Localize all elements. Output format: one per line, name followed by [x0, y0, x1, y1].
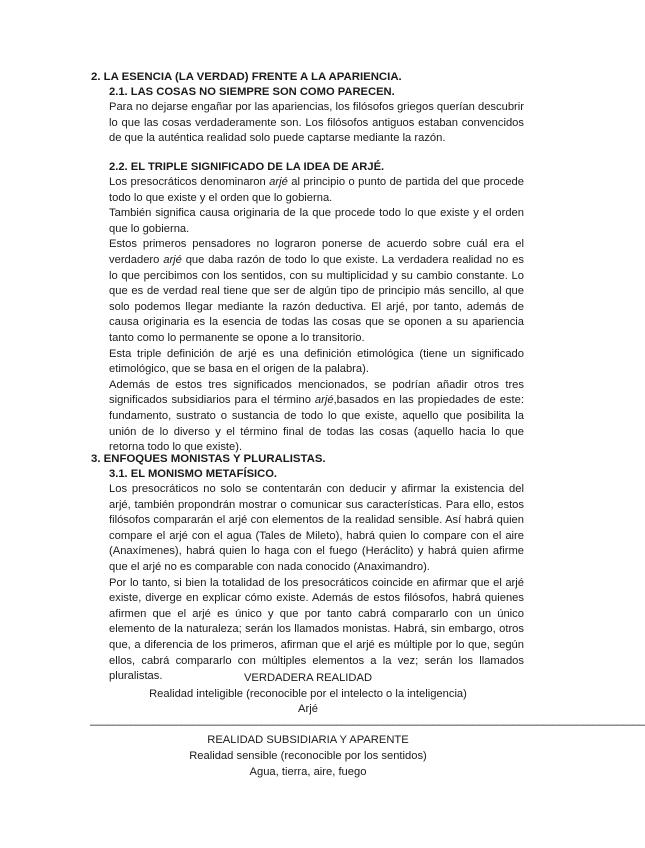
text-run: al principio o punto de partida del que procede todo lo que existe y el orden que lo gobierna. — [109, 176, 524, 204]
paragraph: También significa causa originaria de la que procede todo lo que existe y el orden que lo gobierna. — [109, 207, 524, 235]
paragraph — [109, 175, 524, 206]
paragraph — [109, 237, 524, 346]
paragraph: Para no dejarse engañar por las apariencias, los filósofos griegos querían descubrir lo que las cosas verdaderamente son. Los filósofos antiguos estaban convencidos de que la auténtica realidad solo puede captarse mediante la razón. — [109, 101, 524, 145]
section-3-title: 3. ENFOQUES MONISTAS Y PLURALISTAS. — [91, 453, 326, 465]
section-2-title: 2. LA ESENCIA (LA VERDAD) FRENTE A LA APARIENCIA. — [91, 71, 402, 83]
section-2-2-title: 2.2. EL TRIPLE SIGNIFICADO DE LA IDEA DE ARJÉ. — [109, 161, 385, 173]
paragraph: Los presocráticos no solo se contentarán con deducir y afirmar la existencia del arjé, también propondrán mostrar o comunicar sus características. Para ello, estos filósofos compararán el arjé con elementos de la realidad sensible. Así habrá quien compare el arjé con el agua (Tales de Mileto), habrá quien lo compare con el aire (Anaxímenes), habrá quien lo haga con el fuego (Heráclito) y habrá quien afirme que el arjé no es comparable con nada conocido (Anaximandro). — [109, 483, 524, 573]
scheme-bottom-description: Realidad sensible (reconocible por los sentidos) — [189, 749, 427, 762]
paragraph — [109, 378, 524, 456]
reality-scheme — [90, 671, 645, 780]
italic-term: arjé — [163, 253, 182, 266]
text-run: ,basados en las propiedades de este: fundamento, sustrato o sustancia de todo lo que existe, aquello que posibilita la unión de lo diverso y el término final de todas las cosas (aquello hacia lo que retorna todo lo que existe). — [109, 394, 524, 454]
paragraph: Por lo tanto, si bien la totalidad de los presocráticos coincide en afirmar que el arjé existe, diverge en explicar cómo existe. Además de estos filósofos, habrá quienes afirmen que el arjé es único y que por tanto cabrá compararlo con un único elemento de la naturaleza; serán los llamados monistas. Habrá, sin embargo, otros que, a diferencia de los primeros, afirman que el arjé es múltiple por lo que, según ellos, cabrá compararlo con múltiples elementos a la vez; serán los llamados pluralistas. — [109, 576, 524, 683]
italic-term: arjé — [314, 394, 334, 407]
section-2-1-title: 2.1. LAS COSAS NO SIEMPRE SON COMO PARECEN. — [109, 86, 395, 98]
text-run: que daba razón de todo lo que existe. La verdadera realidad no es lo que percibimos con los sentidos, con su multiplicidad y su cambio constante. Lo que es de verdad real tiene que ser de algún tipo de principio más sencillo, al que solo podemos llegar mediante la razón deductiva. El arjé, por tanto, además de causa originaria es la esencia de todas las cosas que se oponen a su apariencia tanto como lo permanente se opone a lo transitorio. — [109, 253, 524, 344]
italic-term: arjé — [269, 176, 288, 188]
scheme-top-item: Arjé — [298, 703, 318, 716]
text-run: Los presocráticos denominaron — [109, 176, 270, 188]
text-run: Estos primeros pensadores no lograron ponerse de acuerdo sobre cuál era el verdadero — [109, 238, 524, 266]
scheme-bottom-heading: REALIDAD SUBSIDIARIA Y APARENTE — [207, 734, 409, 747]
section-3-1-body — [109, 482, 524, 685]
scheme-top-description: Realidad inteligible (reconocible por el intelecto o la inteligencia) — [149, 687, 467, 700]
paragraph: Esta triple definición de arjé es una definición etimológica (tiene un significado etimológico, que se basa en el origen de la palabra). — [109, 347, 524, 376]
section-2-2-body — [109, 175, 524, 456]
section-2-1-body — [109, 100, 524, 147]
scheme-bottom-items: Agua, tierra, aire, fuego — [249, 765, 367, 778]
scheme-top-heading: VERDADERA REALIDAD — [243, 672, 373, 684]
section-3-1-title: 3.1. EL MONISMO METAFÍSICO. — [109, 468, 278, 480]
scheme-divider: ––––––––––––––––––––––––––––––––––––––––––––––––––––––––––––––––––––––––––––––––––––––––––––––––– — [90, 718, 645, 731]
text-run: Además de estos tres significados mencionados, se podrían añadir otros tres significados subsidiarios para el término — [109, 378, 524, 407]
